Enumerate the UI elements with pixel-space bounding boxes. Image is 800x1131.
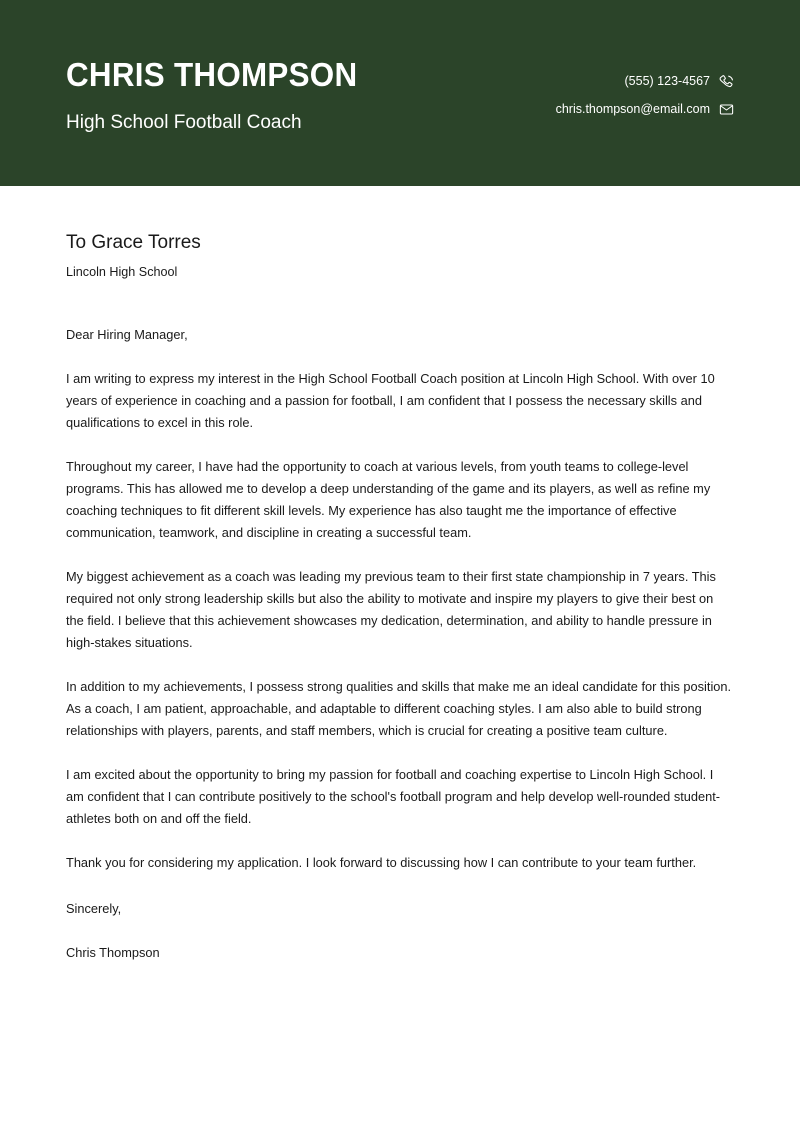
- phone-icon: [719, 74, 734, 89]
- salutation: Dear Hiring Manager,: [66, 327, 188, 342]
- letter-body: [0, 186, 800, 964]
- recipient-organization: Lincoln High School: [66, 264, 178, 279]
- applicant-job-title: High School Football Coach: [66, 111, 302, 133]
- letter-paragraph: My biggest achievement as a coach was leading my previous team to their first state championship in 7 years. This required not only strong leadership skills but also the ability to motivate and inspire my players to give their best on the field. I believe that this achievement showcases my dedication, determination, and ability to handle pressure in high-stakes situations.: [66, 569, 716, 650]
- letter-paragraph: Throughout my career, I have had the opportunity to coach at various levels, from youth teams to college-level programs. This has allowed me to develop a deep understanding of the game and its players, as well as refine my coaching techniques to fit different skill levels. My experience has also taught me the importance of effective communication, teamwork, and discipline in creating a successful team.: [66, 459, 711, 540]
- identity-block: [66, 51, 373, 134]
- signature-name: Chris Thompson: [66, 945, 160, 960]
- body-paragraphs: [66, 368, 734, 874]
- contact-phone[interactable]: [625, 74, 734, 89]
- letter-paragraph: Thank you for considering my application. I look forward to discussing how I can contribute to your team further.: [66, 855, 697, 870]
- recipient-name: To Grace Torres: [66, 232, 201, 253]
- letter-paragraph: I am writing to express my interest in the High School Football Coach position at Lincoln High School. With over 10 years of experience in coaching and a passion for football, I am confident that I possess the necessary skills and qualifications to excel in this role.: [66, 371, 715, 430]
- letter-header: [0, 0, 800, 186]
- envelope-icon: [719, 102, 734, 117]
- letter-paragraph: In addition to my achievements, I possess strong qualities and skills that make me an ideal candidate for this position. As a coach, I am patient, approachable, and adaptable to different coaching styles. I am also able to build strong relationships with players, parents, and staff members, which is crucial for creating a positive team culture.: [66, 679, 732, 738]
- contact-email-value: chris.thompson@email.com: [555, 101, 710, 116]
- contact-block: [556, 70, 734, 117]
- contact-phone-value: (555) 123-4567: [624, 73, 710, 88]
- applicant-name: CHRIS THOMPSON: [66, 56, 358, 94]
- letter-paragraph: I am excited about the opportunity to bring my passion for football and coaching expertise to Lincoln High School. I am confident that I can contribute positively to the school's football program and help develop well-rounded student-athletes both on and off the field.: [66, 767, 721, 826]
- contact-email[interactable]: [556, 102, 734, 117]
- closing-salutation: Sincerely,: [66, 901, 122, 916]
- recipient-block: [66, 186, 734, 281]
